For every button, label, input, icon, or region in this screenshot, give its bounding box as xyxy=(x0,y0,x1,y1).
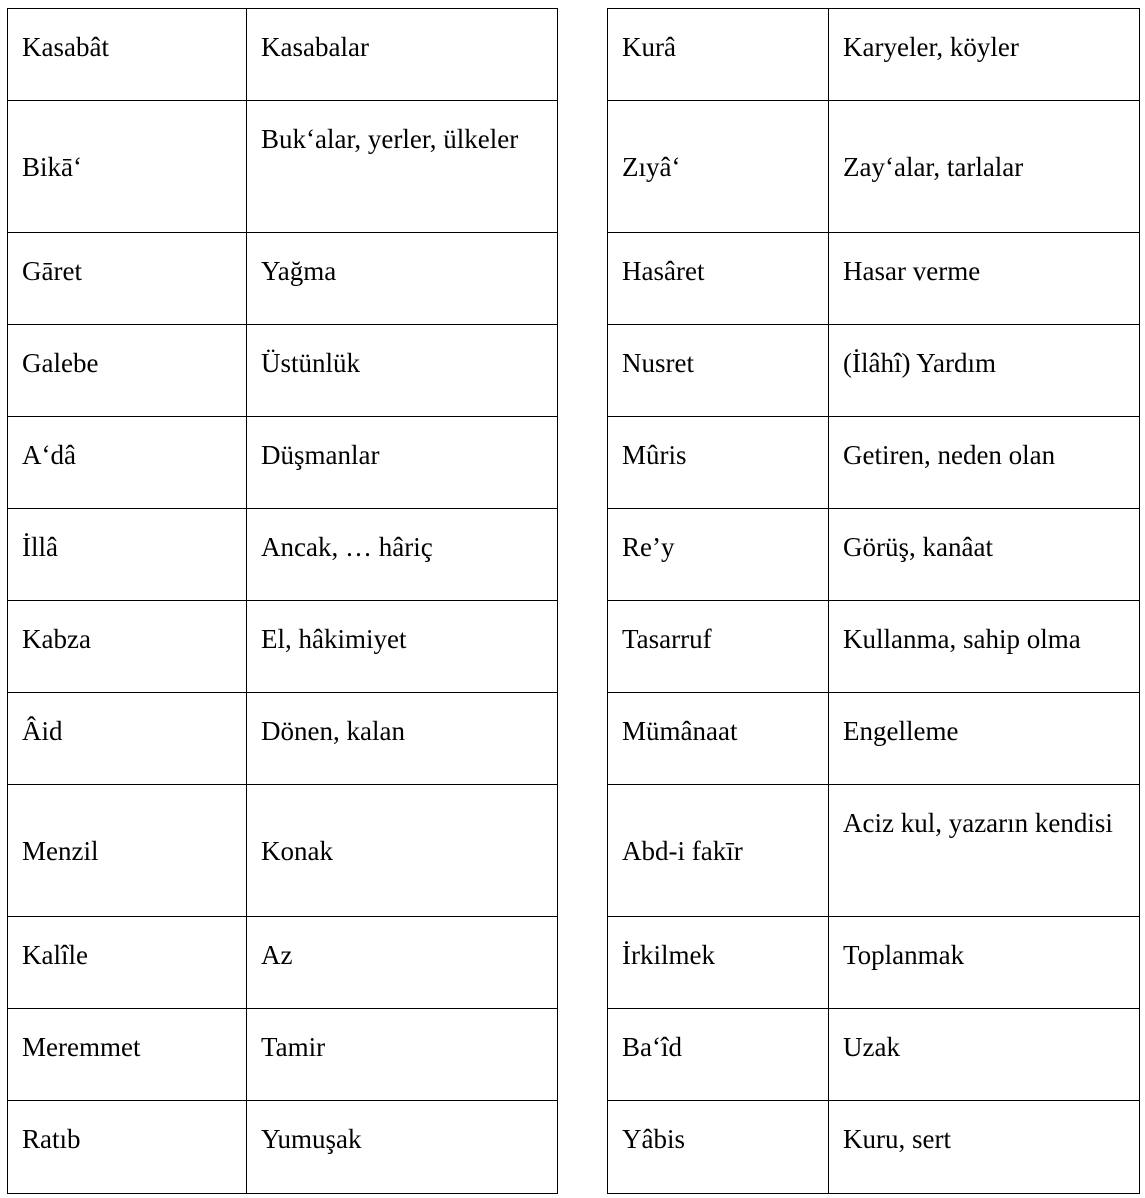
term-cell: Nusret xyxy=(608,325,829,417)
term-cell: Galebe xyxy=(8,325,247,417)
term-cell: Kasabât xyxy=(8,9,247,101)
table-row xyxy=(608,693,1140,785)
meaning-cell: Yağma xyxy=(247,233,558,325)
table-row xyxy=(608,325,1140,417)
table-row xyxy=(8,917,558,1009)
meaning-cell: Tamir xyxy=(247,1009,558,1101)
term-cell: Bikā‘ xyxy=(8,101,247,233)
term-cell: Kalîle xyxy=(8,917,247,1009)
term-cell: Âid xyxy=(8,693,247,785)
term-cell: Ba‘îd xyxy=(608,1009,829,1101)
term-cell: Re’y xyxy=(608,509,829,601)
table-row xyxy=(608,509,1140,601)
table-row xyxy=(8,1101,558,1194)
table-row xyxy=(8,233,558,325)
meaning-cell: Hasar verme xyxy=(829,233,1140,325)
term-cell: Abd-i fakīr xyxy=(608,785,829,917)
table-row xyxy=(8,509,558,601)
table-row xyxy=(608,101,1140,233)
table-row xyxy=(608,233,1140,325)
term-cell: A‘dâ xyxy=(8,417,247,509)
table-row xyxy=(8,9,558,101)
meaning-cell: Yumuşak xyxy=(247,1101,558,1194)
table-row xyxy=(8,601,558,693)
meaning-cell: Getiren, neden olan xyxy=(829,417,1140,509)
term-cell: Menzil xyxy=(8,785,247,917)
term-cell: İrkilmek xyxy=(608,917,829,1009)
table-row xyxy=(608,785,1140,917)
term-cell: Meremmet xyxy=(8,1009,247,1101)
meaning-cell: Aciz kul, yazarın kendisi xyxy=(829,785,1140,917)
meaning-cell: El, hâkimiyet xyxy=(247,601,558,693)
meaning-cell: Kuru, sert xyxy=(829,1101,1140,1194)
meaning-cell: Ancak, … hâriç xyxy=(247,509,558,601)
term-cell: Kabza xyxy=(8,601,247,693)
table-row xyxy=(608,601,1140,693)
term-cell: Kurâ xyxy=(608,9,829,101)
meaning-cell: Engelleme xyxy=(829,693,1140,785)
meaning-cell: Az xyxy=(247,917,558,1009)
meaning-cell: (İlâhî) Yardım xyxy=(829,325,1140,417)
term-cell: Yâbis xyxy=(608,1101,829,1194)
term-cell: Mümânaat xyxy=(608,693,829,785)
term-cell: Mûris xyxy=(608,417,829,509)
meaning-cell: Toplanmak xyxy=(829,917,1140,1009)
meaning-cell: Konak xyxy=(247,785,558,917)
table-row xyxy=(608,417,1140,509)
meaning-cell: Uzak xyxy=(829,1009,1140,1101)
table-row xyxy=(8,417,558,509)
glossary-table-right xyxy=(607,8,1140,1194)
meaning-cell: Kasabalar xyxy=(247,9,558,101)
glossary-table-left xyxy=(7,8,558,1194)
table-row xyxy=(8,785,558,917)
table-row xyxy=(608,1101,1140,1194)
table-row xyxy=(8,101,558,233)
meaning-cell: Karyeler, köyler xyxy=(829,9,1140,101)
meaning-cell: Görüş, kanâat xyxy=(829,509,1140,601)
table-row xyxy=(608,1009,1140,1101)
term-cell: Hasâret xyxy=(608,233,829,325)
term-cell: Tasarruf xyxy=(608,601,829,693)
meaning-cell: Düşmanlar xyxy=(247,417,558,509)
table-row xyxy=(8,1009,558,1101)
term-cell: Gāret xyxy=(8,233,247,325)
term-cell: Ratıb xyxy=(8,1101,247,1194)
term-cell: Zıyâ‘ xyxy=(608,101,829,233)
table-row xyxy=(608,9,1140,101)
table-row xyxy=(8,325,558,417)
term-cell: İllâ xyxy=(8,509,247,601)
meaning-cell: Dönen, kalan xyxy=(247,693,558,785)
meaning-cell: Buk‘alar, yerler, ülkeler xyxy=(247,101,558,233)
meaning-cell: Üstünlük xyxy=(247,325,558,417)
table-row xyxy=(8,693,558,785)
table-row xyxy=(608,917,1140,1009)
meaning-cell: Kullanma, sahip olma xyxy=(829,601,1140,693)
meaning-cell: Zay‘alar, tarlalar xyxy=(829,101,1140,233)
